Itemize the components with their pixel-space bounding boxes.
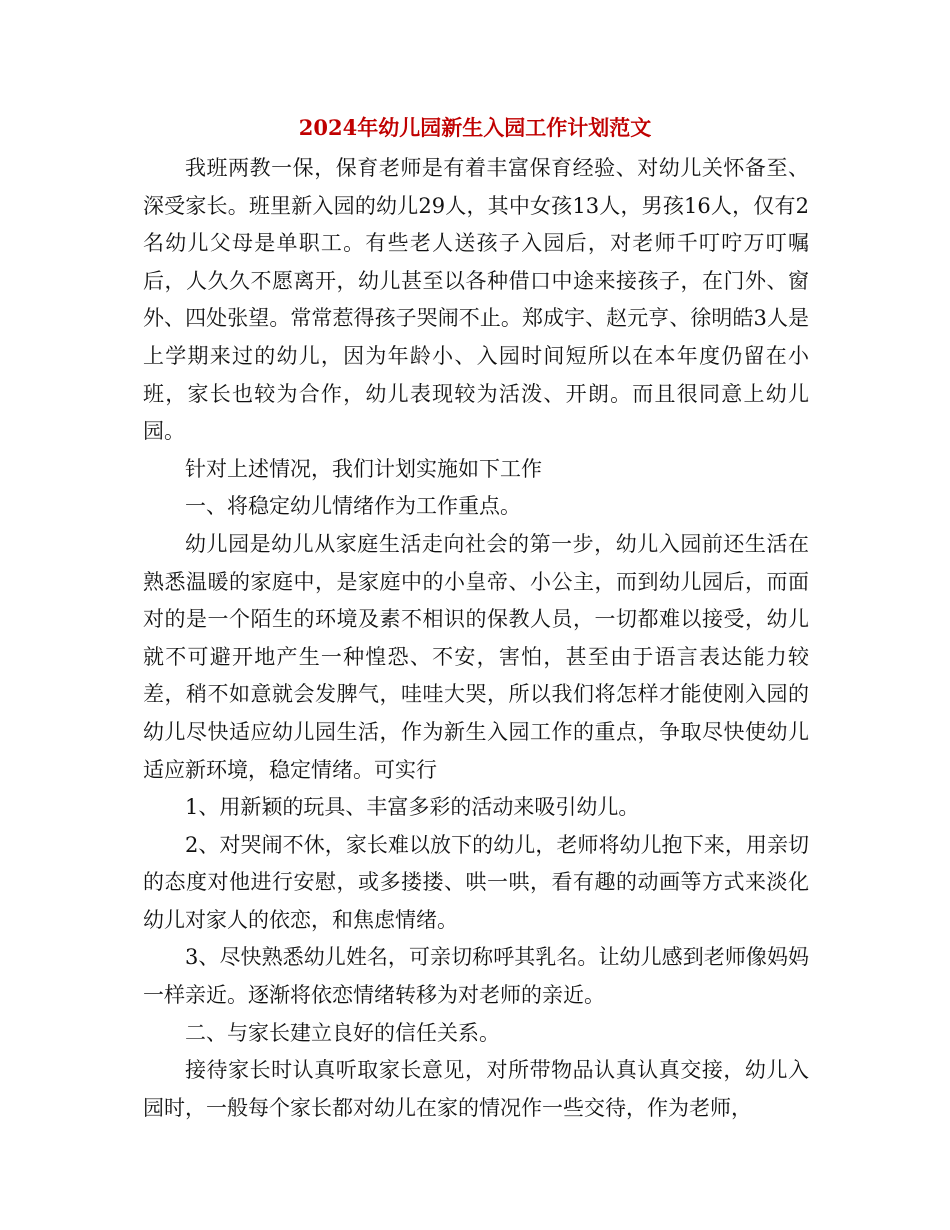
- list-item-2: 2、对哭闹不休，家长难以放下的幼儿，老师将幼儿抱下来，用亲切的态度对他进行安慰，或多搂搂、哄一哄，看有趣的动画等方式来淡化幼儿对家人的依恋，和焦虑情绪。: [143, 832, 809, 932]
- paragraph-section-two-body: 接待家长时认真听取家长意见，对所带物品认真认真交接，幼儿入园时，一般每个家长都对幼儿在家的情况作一些交待，作为老师，: [143, 1058, 809, 1120]
- list-item-1: 1、用新颖的玩具、丰富多彩的活动来吸引幼儿。: [185, 795, 640, 820]
- paragraph-class-overview: 我班两教一保，保育老师是有着丰富保育经验、对幼儿关怀备至、深受家长。班里新入园的幼儿29人，其中女孩13人，男孩16人，仅有2名幼儿父母是单职工。有些老人送孩子入园后，对老师千叮咛万叮嘱后，人久久不愿离开，幼儿甚至以各种借口中途来接孩子，在门外、窗外、四处张望。常常惹得孩子哭闹不止。郑成宇、赵元亨、徐明皓3人是上学期来过的幼儿，因为年龄小、入园时间短所以在本年度仍留在小班，家长也较为合作，幼儿表现较为活泼、开朗。而且很同意上幼儿园。: [143, 156, 809, 444]
- document-body: [143, 150, 809, 1127]
- paragraph-section-one-body: 幼儿园是幼儿从家庭生活走向社会的第一步，幼儿入园前还生活在熟悉温暖的家庭中，是家庭中的小皇帝、小公主，而到幼儿园后，而面对的是一个陌生的环境及素不相识的保教人员，一切都难以接受，幼儿就不可避开地产生一种惶恐、不安，害怕，甚至由于语言表达能力较差，稍不如意就会发脾气，哇哇大哭，所以我们将怎样才能使刚入园的幼儿尽快适应幼儿园生活，作为新生入园工作的重点，争取尽快使幼儿适应新环境，稳定情绪。可实行: [143, 531, 809, 782]
- heading-section-two: 二、与家长建立良好的信任关系。: [185, 1020, 500, 1045]
- document-title: 2024年幼儿园新生入园工作计划范文: [298, 115, 652, 140]
- paragraph-plan-intro: 针对上述情况，我们计划实施如下工作: [185, 456, 542, 481]
- list-item-3: 3、尽快熟悉幼儿姓名，可亲切称呼其乳名。让幼儿感到老师像妈妈一样亲近。逐渐将依恋情绪转移为对老师的亲近。: [143, 945, 809, 1008]
- heading-section-one: 一、将稳定幼儿情绪作为工作重点。: [185, 494, 521, 519]
